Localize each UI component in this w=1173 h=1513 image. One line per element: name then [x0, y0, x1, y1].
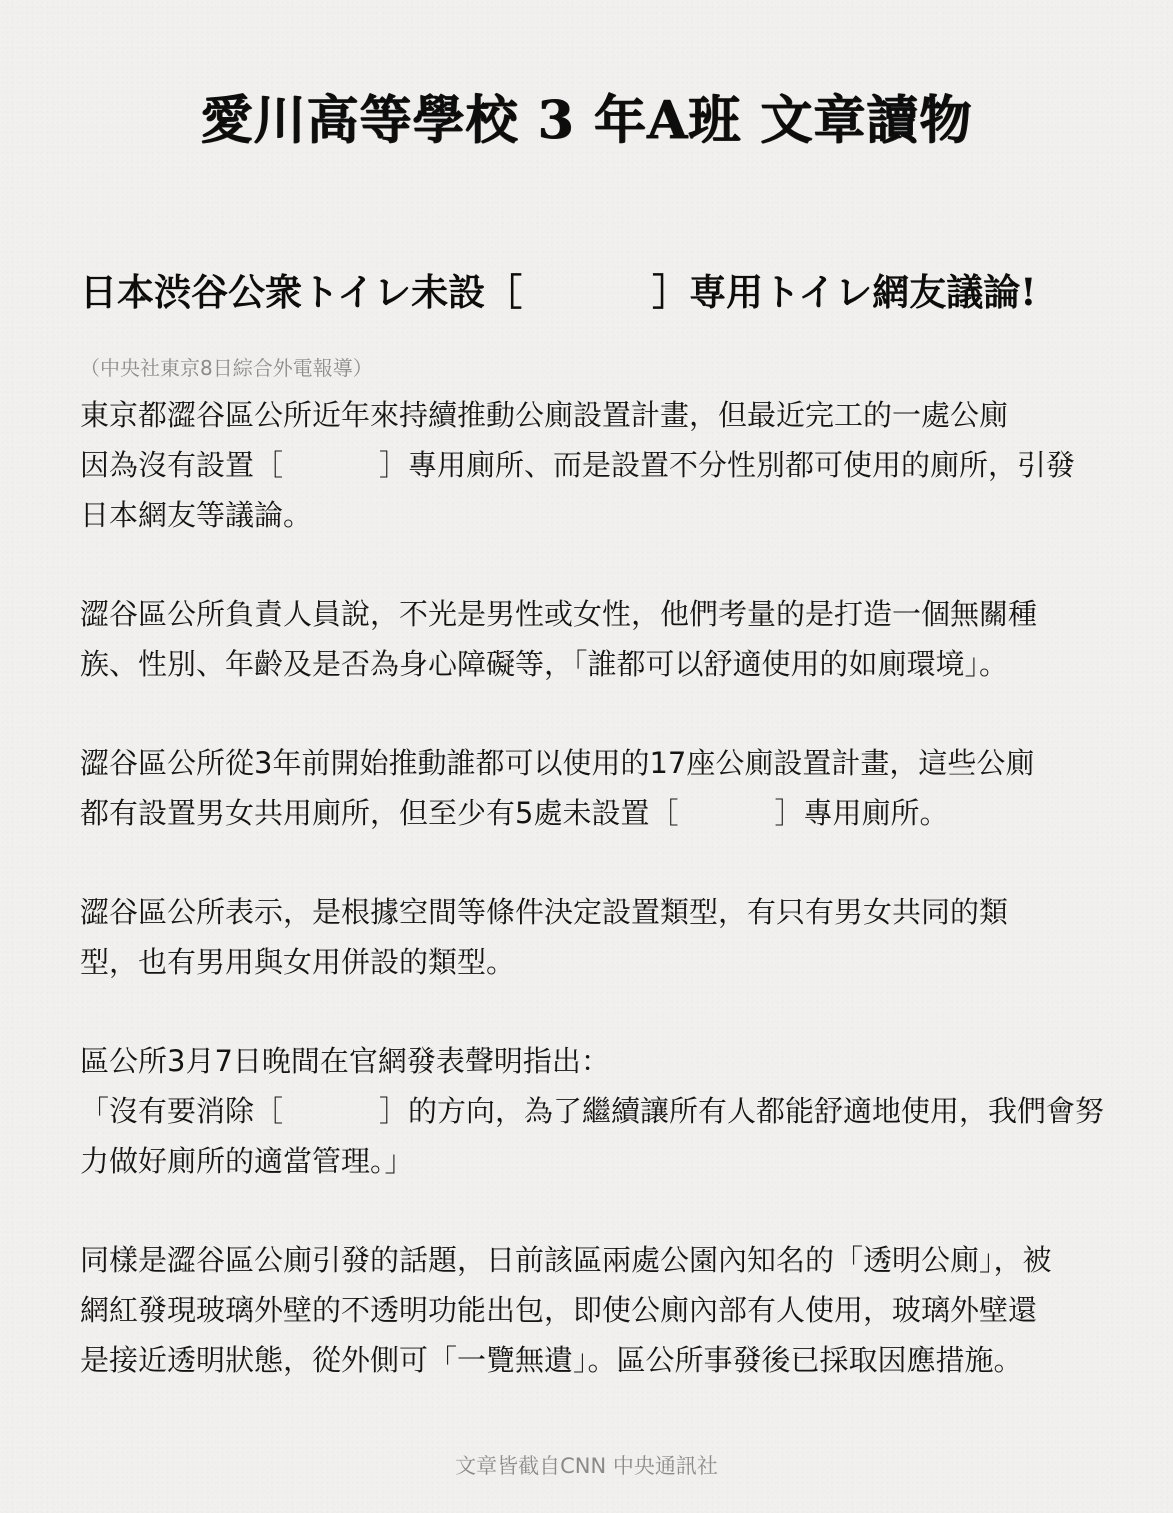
line-text: 網紅發現玻璃外壁的不透明功能出包，即使公廁內部有人使用，玻璃外壁還 — [80, 1293, 1038, 1327]
paragraph-line — [80, 1036, 1120, 1086]
paragraph-line — [80, 1235, 1120, 1285]
paragraph-line — [80, 937, 1120, 987]
line-text: ］專用廁所、而是設置不分性別都可使用的廁所，引發 — [379, 448, 1076, 482]
line-text: 日本網友等議論。 — [80, 498, 313, 532]
paragraph-line — [80, 1086, 1120, 1136]
paragraph-line — [80, 1136, 1120, 1186]
paragraph-line — [80, 639, 1120, 689]
paragraph-line — [80, 887, 1120, 937]
article-paragraph — [80, 738, 1120, 838]
headline-part-2: ］専用トイレ網友議論! — [652, 270, 1037, 314]
line-text: 是接近透明狀態，從外側可「一覽無遺」。區公所事發後已採取因應措施。 — [80, 1343, 1023, 1377]
footer-credit: 文章皆截自CNN 中央通訊社 — [455, 1454, 718, 1478]
article-paragraph — [80, 390, 1120, 540]
article-paragraph — [80, 589, 1120, 689]
article-headline — [80, 262, 1100, 316]
line-text: 「沒有要消除［ — [80, 1094, 284, 1128]
line-text: 同樣是澀谷區公廁引發的話題，日前該區兩處公園內知名的「透明公廁」，被 — [80, 1243, 1052, 1277]
line-text: ］的方向，為了繼續讓所有人都能舒適地使用，我們會努 — [379, 1094, 1105, 1128]
article-paragraph — [80, 887, 1120, 987]
line-text: 族、性別、年齡及是否為身心障礙等，「誰都可以舒適使用的如廁環境」。 — [80, 647, 1009, 681]
article-paragraph — [80, 1036, 1120, 1186]
line-text: 區公所3月7日晚間在官網發表聲明指出： — [80, 1044, 610, 1078]
paragraph-line — [80, 440, 1120, 490]
line-text: 都有設置男女共用廁所，但至少有5處未設置［ — [80, 796, 679, 830]
paragraph-line — [80, 390, 1120, 440]
line-text: 東京都澀谷區公所近年來持續推動公廁設置計畫，但最近完工的一處公廁 — [80, 398, 1009, 432]
paragraph-line — [80, 1335, 1120, 1385]
line-text: 澀谷區公所負責人員說，不光是男性或女性，他們考量的是打造一個無關種 — [80, 597, 1038, 631]
article-body — [80, 390, 1120, 1434]
line-text: 因為沒有設置［ — [80, 448, 284, 482]
source-line: （中央社東京8日綜合外電報導） — [80, 356, 373, 380]
document-title: 愛川高等學校 3 年A班 文章讀物 — [200, 90, 973, 151]
line-text: ］專用廁所。 — [774, 796, 949, 830]
line-text: 澀谷區公所表示，是根據空間等條件決定設置類型，有只有男女共同的類 — [80, 895, 1009, 929]
line-text: 澀谷區公所從3年前開始推動誰都可以使用的17座公廁設置計畫，這些公廁 — [80, 746, 1035, 780]
paragraph-line — [80, 738, 1120, 788]
paragraph-line — [80, 788, 1120, 838]
paragraph-line — [80, 490, 1120, 540]
paragraph-line — [80, 589, 1120, 639]
paragraph-line — [80, 1285, 1120, 1335]
article-paragraph — [80, 1235, 1120, 1385]
headline-part-1: 日本渋谷公衆トイレ未設［ — [80, 270, 523, 314]
line-text: 型，也有男用與女用併設的類型。 — [80, 945, 516, 979]
line-text: 力做好廁所的適當管理。」 — [80, 1144, 414, 1178]
